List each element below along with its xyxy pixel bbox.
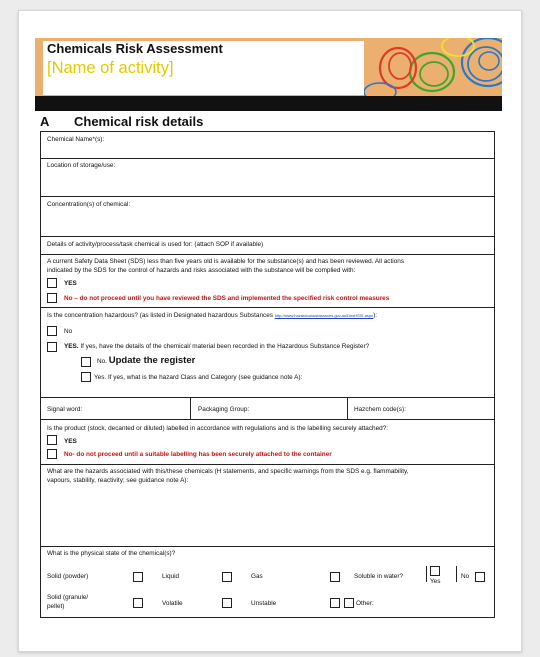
register-no-label: No. Update the register bbox=[97, 355, 196, 366]
document-title: Chemicals Risk Assessment bbox=[47, 41, 223, 56]
chemical-name-label: Chemical Name*(s): bbox=[47, 136, 105, 143]
solid-granule-checkbox[interactable] bbox=[133, 598, 143, 608]
section-title: Chemical risk details bbox=[74, 114, 204, 129]
register-yes-checkbox[interactable] bbox=[81, 372, 91, 382]
label-no-warning: No- do not proceed until a suitable labelling has been securely attached to the container bbox=[64, 451, 332, 458]
unstable-label: Unstable bbox=[251, 600, 277, 607]
hazardous-no-label: No bbox=[64, 328, 73, 335]
hazards-question-line1: What are the hazards associated with this/these chemicals (H statements, and specific warnings from the SDS e.g. flammability, bbox=[47, 468, 409, 475]
physical-state-question: What is the physical state of the chemical(s)? bbox=[47, 550, 176, 557]
hazchem-code-label: Hazchem code(s): bbox=[354, 406, 406, 413]
liquid-label: Liquid bbox=[162, 573, 180, 580]
unstable-checkbox[interactable] bbox=[330, 598, 340, 608]
soluble-yes-checkbox[interactable] bbox=[430, 566, 440, 576]
hazardous-yes-checkbox[interactable] bbox=[47, 342, 57, 352]
hazardous-substances-link[interactable]: http://www.hazardoussubstances.gov.au/DesHSIS.aspx bbox=[274, 313, 374, 318]
hazardous-no-checkbox[interactable] bbox=[47, 326, 57, 336]
solid-powder-checkbox[interactable] bbox=[133, 572, 143, 582]
sds-yes-checkbox[interactable] bbox=[47, 278, 57, 288]
gas-label: Gas bbox=[251, 573, 263, 580]
soluble-label: Soluble in water? bbox=[354, 573, 404, 580]
sds-question-line1: A current Safety Data Sheet (SDS) less than five years old is available for the substance(s) and has been reviewed. All actions bbox=[47, 258, 404, 265]
sds-question-line2: indicated by the SDS for the control of hazards and risks associated with the substance will be complied with: bbox=[47, 267, 356, 274]
activity-details-label: Details of activity/process/task chemical is used for: (attach SOP if available) bbox=[47, 241, 264, 248]
volatile-label: Volatile bbox=[162, 600, 183, 607]
soluble-yes-label: Yes bbox=[430, 578, 441, 585]
sds-no-warning: No – do not proceed until you have reviewed the SDS and implemented the specified risk control measures bbox=[64, 295, 390, 302]
hazardous-yes-label: YES. If yes, have the details of the chemical/ material been recorded in the Hazardous Substance Register? bbox=[64, 343, 370, 350]
label-yes-label: YES bbox=[64, 438, 77, 445]
form-table bbox=[40, 131, 495, 618]
sds-yes-label: YES bbox=[64, 280, 77, 287]
label-no-checkbox[interactable] bbox=[47, 449, 57, 459]
hazards-question-line2: vapours, stability, reactivity; see guidance note A): bbox=[47, 477, 189, 484]
soluble-no-checkbox[interactable] bbox=[475, 572, 485, 582]
other-label: Other: bbox=[356, 600, 374, 607]
packaging-group-label: Packaging Group: bbox=[198, 406, 250, 413]
register-yes-label: Yes. If yes, what is the hazard Class and Category (see guidance note A): bbox=[94, 374, 303, 381]
soluble-no-label: No bbox=[461, 573, 470, 580]
volatile-checkbox[interactable] bbox=[222, 598, 232, 608]
solid-granule-label-line2: pellet) bbox=[47, 603, 65, 610]
document-subtitle: [Name of activity] bbox=[47, 59, 174, 77]
gas-checkbox[interactable] bbox=[330, 572, 340, 582]
concentration-label: Concentration(s) of chemical: bbox=[47, 201, 131, 208]
hazardous-question: Is the concentration hazardous? (as listed in Designated hazardous Substances http://www.hazardoussubstances.gov.au/DesHSIS.aspx): bbox=[47, 312, 378, 319]
solid-powder-label: Solid (powder) bbox=[47, 573, 89, 580]
section-letter: A bbox=[40, 114, 50, 129]
banner-stripe bbox=[35, 96, 502, 111]
solid-granule-label-line1: Solid (granule/ bbox=[47, 594, 89, 601]
sds-no-checkbox[interactable] bbox=[47, 293, 57, 303]
signal-word-label: Signal word: bbox=[47, 406, 83, 413]
label-yes-checkbox[interactable] bbox=[47, 435, 57, 445]
labelling-question: Is the product (stock, decanted or diluted) labelled in accordance with regulations and is the labelling securely attached?: bbox=[47, 425, 389, 432]
storage-location-label: Location of storage/use: bbox=[47, 162, 116, 169]
other-checkbox[interactable] bbox=[344, 598, 354, 608]
register-no-checkbox[interactable] bbox=[81, 357, 91, 367]
decorative-swirls bbox=[360, 38, 502, 96]
liquid-checkbox[interactable] bbox=[222, 572, 232, 582]
